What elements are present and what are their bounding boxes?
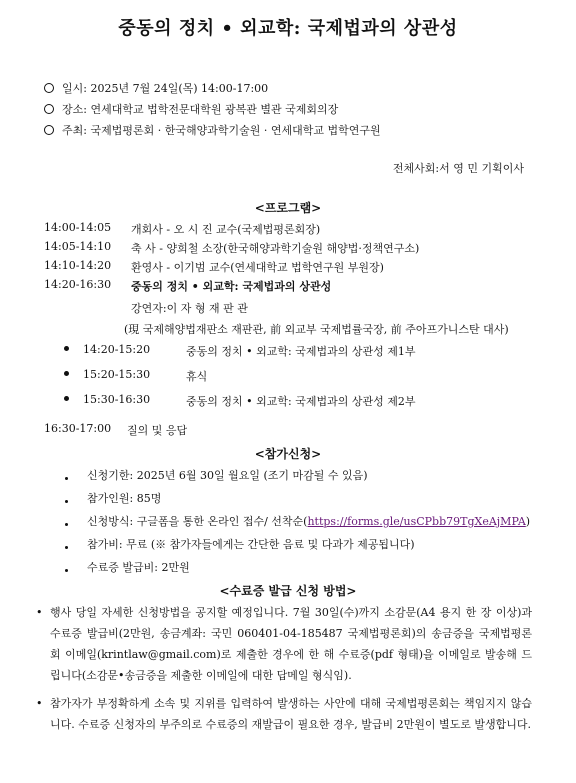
small-bullet-icon (65, 472, 68, 486)
registration-item: 참가인원: 85명 (87, 492, 162, 505)
program-desc: 개회사 - 오 시 진 교수(국제법평론회장) (131, 223, 321, 236)
program-time: 14:00-14:05 (44, 221, 112, 234)
small-bullet-icon (65, 564, 68, 578)
certificate-paragraph (36, 602, 532, 686)
certificate-heading: <수료증 발급 신청 방법> (219, 584, 357, 598)
info-value: 국제법평론회 · 한국해양과학기술원 · 연세대학교 법학연구원 (90, 124, 381, 137)
bullet-icon (64, 371, 69, 376)
registration-method-text: 신청방식: 구글폼을 통한 온라인 접수/ 선착순( (87, 515, 308, 528)
page-title: 중동의 정치 • 외교학: 국제법과의 상관성 (118, 18, 458, 39)
registration-item: 신청기한: 2025년 6월 30일 월요일 (조기 마감될 수 있음) (87, 469, 368, 482)
certificate-paragraph (36, 693, 532, 735)
bullet-icon (64, 346, 69, 351)
registration-method-close: ) (525, 515, 531, 528)
registration-form-link[interactable]: https://forms.gle/usCPbb79TgXeAjMPA (307, 515, 526, 528)
bullet-icon: • (36, 606, 43, 619)
speaker-note: (現 국제해양법재판소 재판관, 前 외교부 국제법률국장, 前 주아프가니스탄 대사) (124, 323, 509, 336)
info-label: 장소: (62, 103, 87, 116)
session-desc: 중동의 정치 • 외교학: 국제법과의 상관성 제1부 (186, 345, 416, 358)
program-heading: <프로그램> (254, 201, 322, 215)
info-value: 2025년 7월 24일(목) 14:00-17:00 (90, 82, 269, 95)
circle-bullet-icon (44, 83, 54, 93)
registration-item: 참가비: 무료 (※ 참가자들에게는 간단한 음료 및 다과가 제공됩니다) (87, 538, 415, 551)
program-time: 14:10-14:20 (44, 259, 112, 272)
circle-bullet-icon (44, 104, 54, 114)
small-bullet-icon (65, 518, 68, 532)
program-desc: 환영사 - 이기범 교수(연세대학교 법학연구원 부원장) (131, 261, 384, 274)
program-desc: 중동의 정치 • 외교학: 국제법과의 상관성 (131, 280, 332, 293)
certificate-paragraph-text: 참가자가 부정확하게 소속 및 지위를 입력하여 발생하는 사안에 대해 국제법평론회는 책임지지 않습니다. 수료증 신청자의 부주의로 수료증의 재발급이 필요한 경우, 발급비 2만원이 별도로 발생합니다. (50, 697, 532, 731)
info-value: 연세대학교 법학전문대학원 광복관 별관 국제회의장 (90, 103, 339, 116)
session-row (64, 368, 150, 381)
program-time: 14:20-16:30 (44, 278, 112, 291)
session-time: 15:20-15:30 (83, 368, 151, 381)
speaker: 강연자:이 자 형 재 판 관 (131, 302, 248, 315)
bullet-icon: • (36, 697, 43, 710)
session-desc: 휴식 (186, 370, 208, 383)
info-label: 일시: (62, 82, 87, 95)
bullet-icon (64, 396, 69, 401)
registration-heading: <참가신청> (254, 447, 322, 461)
info-date (44, 80, 268, 96)
info-host (44, 122, 381, 138)
registration-item-method (87, 513, 530, 529)
session-time: 14:20-15:20 (83, 343, 151, 356)
registration-item: 수료증 발급비: 2만원 (87, 561, 190, 574)
info-label: 주최: (62, 124, 87, 137)
program-desc: 축 사 - 양희철 소장(한국해양과학기술원 해양법·정책연구소) (131, 242, 420, 255)
info-venue (44, 101, 338, 117)
circle-bullet-icon (44, 125, 54, 135)
qa-time: 16:30-17:00 (44, 422, 112, 435)
small-bullet-icon (65, 495, 68, 509)
small-bullet-icon (65, 541, 68, 555)
session-row (64, 343, 150, 356)
program-time: 14:05-14:10 (44, 240, 112, 253)
certificate-paragraph-text: 행사 당일 자세한 신청방법을 공지할 예정입니다. 7월 30일(수)까지 소감문(A4 용지 한 장 이상)과 수료증 발급비(2만원, 송금계좌: 국민 060401-04-185487 국제법평론회)의 송금증을 국제법평론회 이메일(krintlaw@gmail.com)로 제출한 경우에 한 해 수료증(pdf 형태)을 이메일로 발송해 드립니다(소감문•송금증을 제출한 이메일에 대한 답메일 형식임). (50, 606, 532, 682)
session-desc: 중동의 정치 • 외교학: 국제법과의 상관성 제2부 (186, 395, 416, 408)
session-time: 15:30-16:30 (83, 393, 151, 406)
moderator: 전체사회:서 영 민 기획이사 (392, 162, 524, 175)
session-row (64, 393, 150, 406)
qa-desc: 질의 및 응답 (127, 424, 188, 437)
